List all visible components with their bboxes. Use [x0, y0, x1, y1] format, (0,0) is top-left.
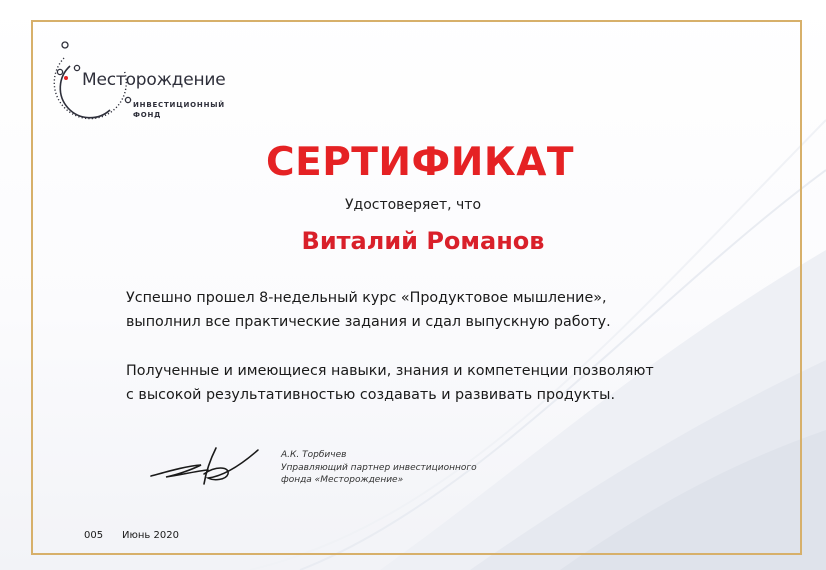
signer-role-line2: фонда «Месторождение» [281, 475, 404, 485]
certificate-date: Июнь 2020 [122, 530, 179, 541]
logo-subtitle [133, 100, 225, 120]
skills-line2: с высокой результативностью создавать и развивать продукты. [126, 387, 615, 403]
signer-name: А.К. Торбичев [281, 450, 347, 460]
certificate-title: СЕРТИФИКАТ [265, 140, 575, 185]
course-paragraph [126, 286, 611, 334]
course-line1: Успешно прошел 8-недельный курс «Продуктовое мышление», [126, 290, 607, 306]
skills-paragraph [126, 359, 654, 407]
signer-role-line1: Управляющий партнер инвестиционного [281, 462, 477, 473]
certificate-number: 005 [84, 530, 104, 541]
logo-subtitle-line2: ФОНД [133, 111, 162, 119]
certificate-subtitle: Удостоверяет, что [344, 197, 482, 213]
course-line2: выполнил все практические задания и сдал выпускную работу. [126, 314, 611, 330]
recipient-name: Виталий Романов [301, 227, 545, 255]
skills-line1: Полученные и имеющиеся навыки, знания и компетенции позволяют [126, 363, 654, 379]
logo-name: Месторождение [82, 70, 226, 90]
handwritten-signature [146, 444, 266, 492]
company-logo [46, 38, 236, 128]
logo-subtitle-line1: ИНВЕСТИЦИОННЫЙ [133, 101, 225, 109]
signer-block [281, 449, 477, 487]
